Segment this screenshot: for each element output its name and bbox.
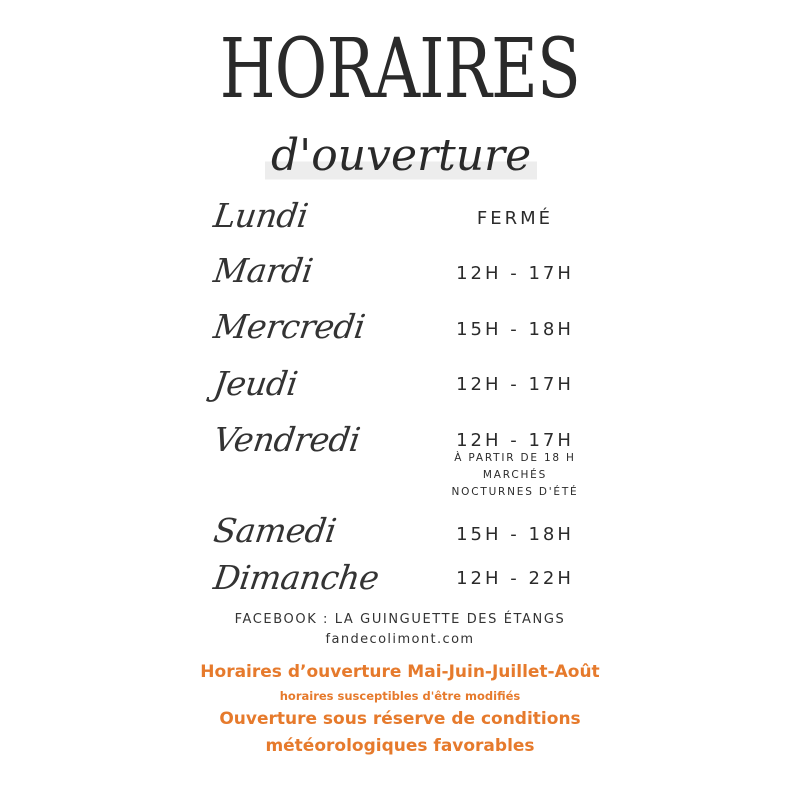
hours-vendredi: 12H - 17H — [456, 430, 574, 451]
day-dimanche: Dimanche — [211, 558, 382, 597]
page-subtitle: d'ouverture — [265, 128, 537, 184]
weather-notice-line-2: météorologiques favorables — [265, 736, 535, 756]
website-link[interactable]: fandecolimont.com — [325, 632, 475, 647]
day-jeudi: Jeudi — [211, 364, 300, 403]
day-samedi: Samedi — [211, 511, 339, 550]
facebook-link[interactable]: FACEBOOK : LA GUINGUETTE DES ÉTANGS — [234, 612, 566, 627]
hours-dimanche: 12H - 22H — [456, 568, 574, 589]
vendredi-note-line-2: MARCHÉS — [482, 469, 548, 481]
day-vendredi: Vendredi — [211, 420, 363, 459]
weather-notice-line-1: Ouverture sous réserve de conditions — [219, 709, 581, 729]
hours-jeudi: 12H - 17H — [456, 374, 574, 395]
vendredi-note-line-1: À PARTIR DE 18 H — [454, 452, 576, 464]
vendredi-note — [420, 450, 610, 501]
day-lundi: Lundi — [211, 196, 311, 235]
hours-lundi: FERMÉ — [476, 208, 554, 229]
day-mardi: Mardi — [211, 251, 316, 290]
season-notice: Horaires d’ouverture Mai-Juin-Juillet-Août — [200, 662, 600, 682]
vendredi-note-line-3: NOCTURNES D'ÉTÉ — [451, 486, 579, 498]
hours-mardi: 12H - 17H — [456, 263, 574, 284]
hours-samedi: 15H - 18H — [456, 524, 574, 545]
page-title: HORAIRES — [219, 22, 581, 117]
disclaimer-notice: horaires susceptibles d'être modifiés — [279, 689, 521, 703]
day-mercredi: Mercredi — [211, 307, 368, 346]
hours-mercredi: 15H - 18H — [456, 319, 574, 340]
